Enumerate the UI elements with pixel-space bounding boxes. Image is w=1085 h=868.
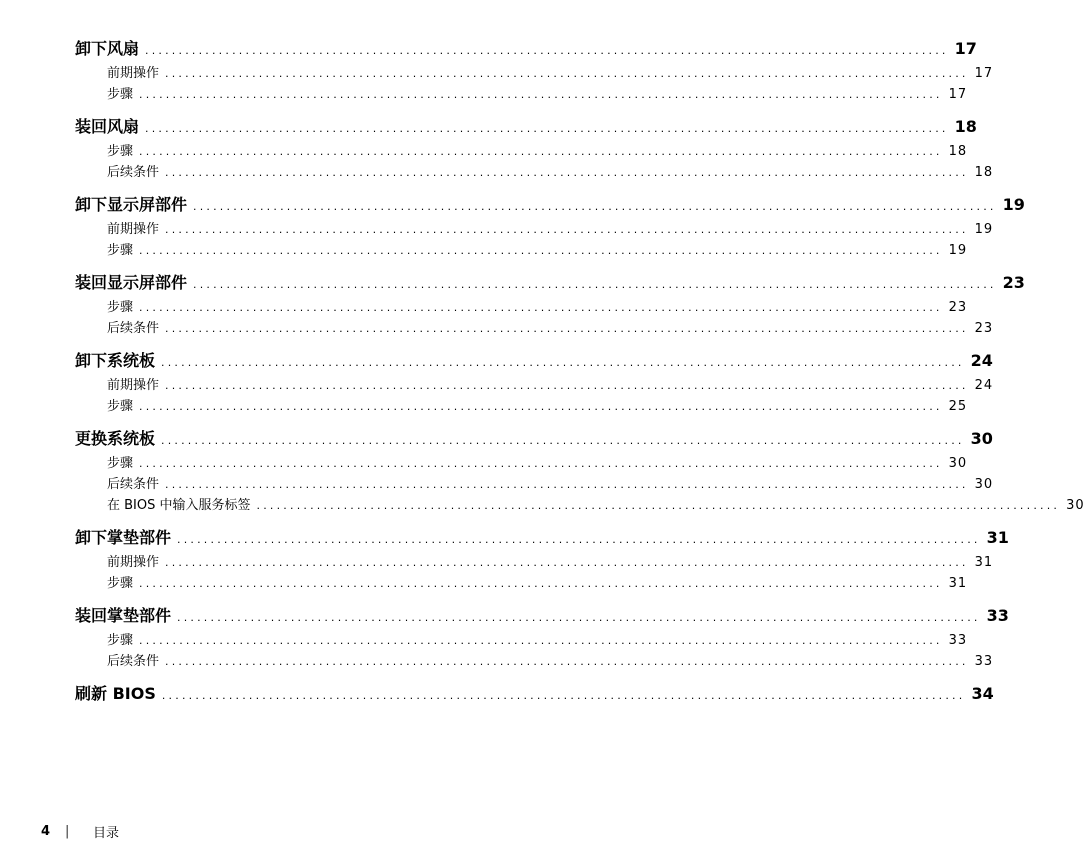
- toc-entry-page: 33: [948, 633, 968, 648]
- dot-leader: ........................................................................................................................: [161, 434, 965, 447]
- toc-entry-row[interactable]: [75, 650, 994, 671]
- dot-leader: ........................................................................................................................: [165, 379, 969, 392]
- dot-leader: ........................................................................................................................: [193, 200, 997, 213]
- toc-entry-row[interactable]: [75, 62, 994, 83]
- toc-heading-title: 卸下风扇: [75, 39, 140, 58]
- toc-entry-page: 19: [974, 222, 994, 237]
- toc-heading-title: 刷新 BIOS: [75, 684, 156, 703]
- toc-entry-page: 30: [974, 477, 994, 492]
- toc-entry-page: 23: [974, 321, 994, 336]
- toc-entry-page: 25: [948, 399, 968, 414]
- toc-entry-title: 步骤: [107, 576, 134, 591]
- toc-entry-title: 后续条件: [107, 321, 160, 336]
- toc-entry-page: 31: [974, 555, 994, 570]
- toc-entry-title: 前期操作: [107, 378, 160, 393]
- toc-section: [75, 426, 1085, 515]
- toc-entry-title: 在 BIOS 中输入服务标签: [107, 498, 251, 513]
- toc-heading-row[interactable]: [75, 348, 993, 374]
- toc-heading-page: 33: [986, 606, 1009, 625]
- toc-heading-title: 卸下掌垫部件: [75, 528, 172, 547]
- toc-entry-page: 17: [974, 66, 994, 81]
- toc-heading-row[interactable]: [75, 192, 1025, 218]
- toc-entry-row[interactable]: [75, 239, 968, 260]
- dot-leader: ........................................................................................................................: [193, 278, 997, 291]
- toc-heading-title: 卸下显示屏部件: [75, 195, 188, 214]
- toc-heading-title: 装回掌垫部件: [75, 606, 172, 625]
- toc-heading-title: 装回风扇: [75, 117, 140, 136]
- toc-entry-row[interactable]: [75, 629, 968, 650]
- toc-heading-page: 24: [970, 351, 993, 370]
- dot-leader: ........................................................................................................................: [165, 655, 969, 668]
- dot-leader: ........................................................................................................................: [161, 356, 965, 369]
- dot-leader: ........................................................................................................................: [165, 556, 969, 569]
- dot-leader: ........................................................................................................................: [165, 67, 969, 80]
- toc-heading-page: 31: [986, 528, 1009, 547]
- toc-entry-row[interactable]: [75, 140, 968, 161]
- toc-heading-row[interactable]: [75, 681, 994, 707]
- toc-heading-row[interactable]: [75, 36, 977, 62]
- toc-entry-row[interactable]: [75, 218, 994, 239]
- toc-heading-page: 19: [1002, 195, 1025, 214]
- toc-entry-page: 31: [948, 576, 968, 591]
- dot-leader: ........................................................................................................................: [139, 301, 943, 314]
- dot-leader: ........................................................................................................................: [139, 244, 943, 257]
- toc-entry-page: 24: [974, 378, 994, 393]
- dot-leader: ........................................................................................................................: [165, 223, 969, 236]
- toc-heading-row[interactable]: [75, 270, 1025, 296]
- toc-entry-row[interactable]: [75, 317, 994, 338]
- toc-heading-title: 更换系统板: [75, 429, 156, 448]
- toc-entry-title: 步骤: [107, 633, 134, 648]
- dot-leader: ........................................................................................................................: [139, 577, 943, 590]
- toc-entry-row[interactable]: [75, 83, 968, 104]
- toc-section: [75, 525, 1009, 593]
- toc-section: [75, 603, 1009, 671]
- dot-leader: ........................................................................................................................: [177, 533, 981, 546]
- toc-heading-row[interactable]: [75, 114, 977, 140]
- page-number: 4: [41, 824, 51, 839]
- toc-entry-title: 步骤: [107, 300, 134, 315]
- toc-heading-page: 30: [970, 429, 993, 448]
- toc-entry-row[interactable]: [75, 473, 994, 494]
- dot-leader: ........................................................................................................................: [161, 689, 966, 702]
- footer-section-title: 目录: [93, 826, 120, 841]
- toc-entry-title: 后续条件: [107, 477, 160, 492]
- page-footer: [41, 822, 119, 841]
- dot-leader: ........................................................................................................................: [165, 478, 969, 491]
- dot-leader: ........................................................................................................................: [145, 44, 949, 57]
- toc-entry-row[interactable]: [75, 395, 968, 416]
- toc-section: [75, 192, 1025, 260]
- dot-leader: ........................................................................................................................: [139, 400, 943, 413]
- toc-entry-title: 步骤: [107, 456, 134, 471]
- toc-entry-page: 18: [974, 165, 994, 180]
- toc-entry-title: 步骤: [107, 399, 134, 414]
- toc-heading-row[interactable]: [75, 426, 993, 452]
- toc-section: [75, 348, 994, 416]
- toc-entry-row[interactable]: [75, 494, 1085, 515]
- toc-entry-title: 步骤: [107, 87, 134, 102]
- toc-entry-row[interactable]: [75, 452, 968, 473]
- toc-entry-page: 30: [1066, 498, 1085, 513]
- dot-leader: ........................................................................................................................: [139, 634, 943, 647]
- dot-leader: ........................................................................................................................: [139, 88, 943, 101]
- dot-leader: ........................................................................................................................: [165, 322, 969, 335]
- toc-entry-title: 步骤: [107, 144, 134, 159]
- footer-separator: |: [65, 824, 70, 839]
- toc-section: [75, 114, 994, 182]
- toc-entry-title: 前期操作: [107, 222, 160, 237]
- toc-heading-page: 18: [954, 117, 977, 136]
- toc-entry-page: 18: [948, 144, 968, 159]
- dot-leader: ........................................................................................................................: [139, 145, 943, 158]
- toc-section: [75, 681, 994, 707]
- toc-heading-title: 卸下系统板: [75, 351, 156, 370]
- toc-entry-title: 后续条件: [107, 165, 160, 180]
- toc-section: [75, 36, 994, 104]
- toc-section: [75, 270, 1025, 338]
- toc-entry-title: 前期操作: [107, 66, 160, 81]
- toc-entry-row[interactable]: [75, 572, 968, 593]
- toc-entry-row[interactable]: [75, 296, 968, 317]
- toc-heading-row[interactable]: [75, 603, 1009, 629]
- toc-heading-page: 17: [954, 39, 977, 58]
- dot-leader: ........................................................................................................................: [256, 499, 1061, 512]
- toc-entry-title: 步骤: [107, 243, 134, 258]
- dot-leader: ........................................................................................................................: [165, 166, 969, 179]
- dot-leader: ........................................................................................................................: [145, 122, 949, 135]
- toc-entry-row[interactable]: [75, 161, 994, 182]
- toc-heading-page: 23: [1002, 273, 1025, 292]
- toc-entry-page: 19: [948, 243, 968, 258]
- dot-leader: ........................................................................................................................: [177, 611, 981, 624]
- dot-leader: ........................................................................................................................: [139, 457, 943, 470]
- toc-entry-page: 33: [974, 654, 994, 669]
- toc-heading-title: 装回显示屏部件: [75, 273, 188, 292]
- toc-entry-page: 30: [948, 456, 968, 471]
- toc-entry-title: 前期操作: [107, 555, 160, 570]
- toc-heading-row[interactable]: [75, 525, 1009, 551]
- toc-entry-row[interactable]: [75, 374, 994, 395]
- toc-heading-page: 34: [971, 684, 994, 703]
- toc-entry-row[interactable]: [75, 551, 994, 572]
- toc-entry-page: 17: [948, 87, 968, 102]
- toc-entry-title: 后续条件: [107, 654, 160, 669]
- table-of-contents: [75, 36, 1085, 717]
- toc-entry-page: 23: [948, 300, 968, 315]
